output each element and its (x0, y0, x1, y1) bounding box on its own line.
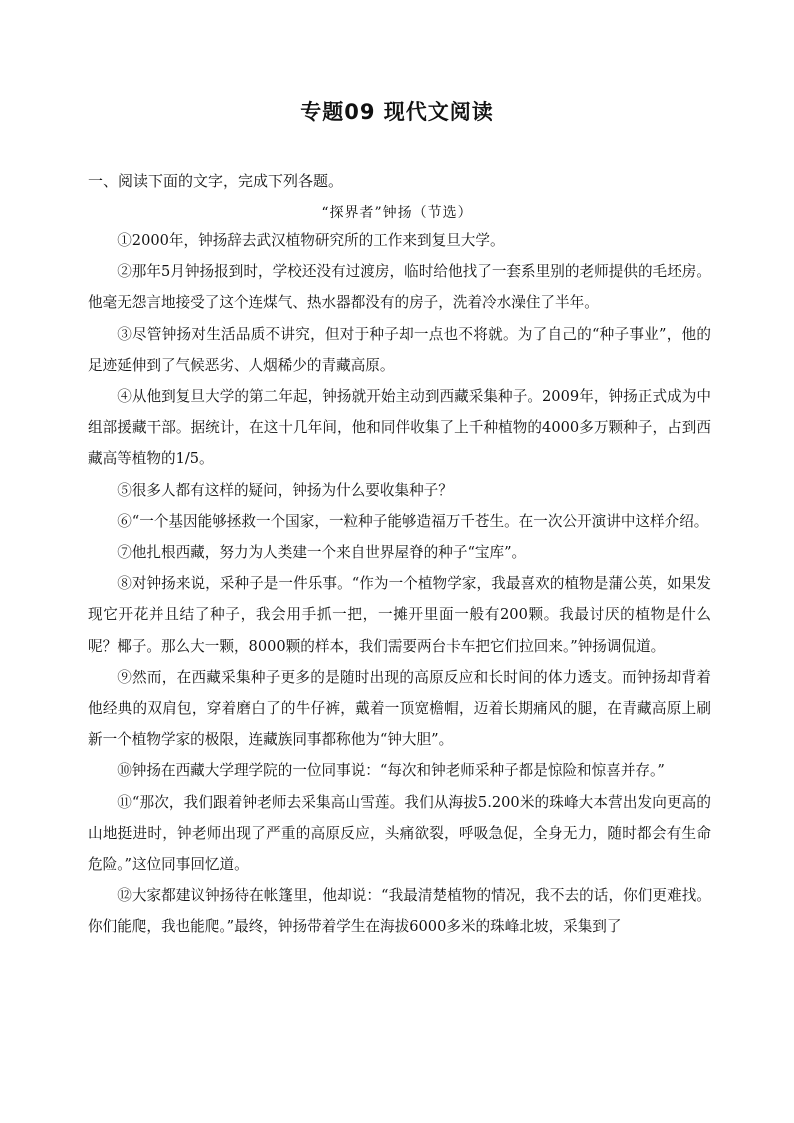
paragraph-3: ③尽管钟扬对生活品质不讲究，但对于种子却一点也不将就。为了自己的“种子事业”，他的足迹延伸到了气候恶劣、人烟稀少的青藏高原。 (88, 325, 711, 374)
document-title: 专题09 现代文阅读 (300, 100, 494, 124)
paragraph-7: ⑦他扎根西藏，努力为人类建一个来自世界屋脊的种子“宝库”。 (117, 544, 527, 562)
paragraph-4: ④从他到复旦大学的第二年起，钟扬就开始主动到西藏采集种子。2009年，钟扬正式成为中组部援藏干部。据统计，在这十几年间，他和同伴收集了上千种植物的4000多万颗种子，占到西藏高等植物的1/5。 (88, 388, 711, 468)
paragraph-1: ①2000年，钟扬辞去武汉植物研究所的工作来到复旦大学。 (117, 232, 505, 249)
paragraph-5: ⑤很多人都有这样的疑问，钟扬为什么要收集种子？ (117, 481, 453, 499)
article-title: “探界者”钟扬（节选） (321, 205, 473, 221)
paragraph-8: ⑧对钟扬来说，采种子是一件乐事。“作为一个植物学家，我最喜欢的植物是蒲公英，如果发现它开花并且结了种子，我会用手抓一把，一摊开里面一般有200颗。我最讨厌的植物是什么呢？椰子。那么大一颗，8000颗的样本，我们需要两台卡车把它们拉回来。”钟扬调侃道。 (88, 575, 711, 655)
paragraph-2: ②那年5月钟扬报到时，学校还没有过渡房，临时给他找了一套系里别的老师提供的毛坯房。他毫无怨言地接受了这个连煤气、热水器都没有的房子，洗着冷水澡住了半年。 (88, 263, 711, 312)
paragraph-12: ⑫大家都建议钟扬待在帐篷里，他却说：“我最清楚植物的情况，我不去的话，你们更难找。你们能爬，我也能爬。”最终，钟扬带着学生在海拔6000多米的珠峰北坡，采集到了 (88, 887, 711, 936)
section-heading: 一、阅读下面的文字，完成下列各题。 (88, 172, 344, 190)
article-body (88, 225, 711, 943)
paragraph-10: ⑩钟扬在西藏大学理学院的一位同事说：“每次和钟老师采种子都是惊险和惊喜并存。” (117, 762, 665, 780)
paragraph-6: ⑥“一个基因能够拯救一个国家，一粒种子能够造福万千苍生。在一次公开演讲中这样介绍。 (117, 512, 709, 530)
paragraph-9: ⑨然而，在西藏采集种子更多的是随时出现的高原反应和长时间的体力透支。而钟扬却背着他经典的双肩包，穿着磨白了的牛仔裤，戴着一顶宽檐帽，迈着长期痛风的腿，在青藏高原上刷新一个植物学家的极限，连藏族同事都称他为“钟大胆”。 (88, 668, 711, 749)
paragraph-11: ⑪“那次，我们跟着钟老师去采集高山雪莲。我们从海拔5.200米的珠峰大本营出发向更高的山地挺进时，钟老师出现了严重的高原反应，头痛欲裂，呼吸急促，全身无力，随时都会有生命危险。”这位同事回忆道。 (88, 793, 711, 874)
